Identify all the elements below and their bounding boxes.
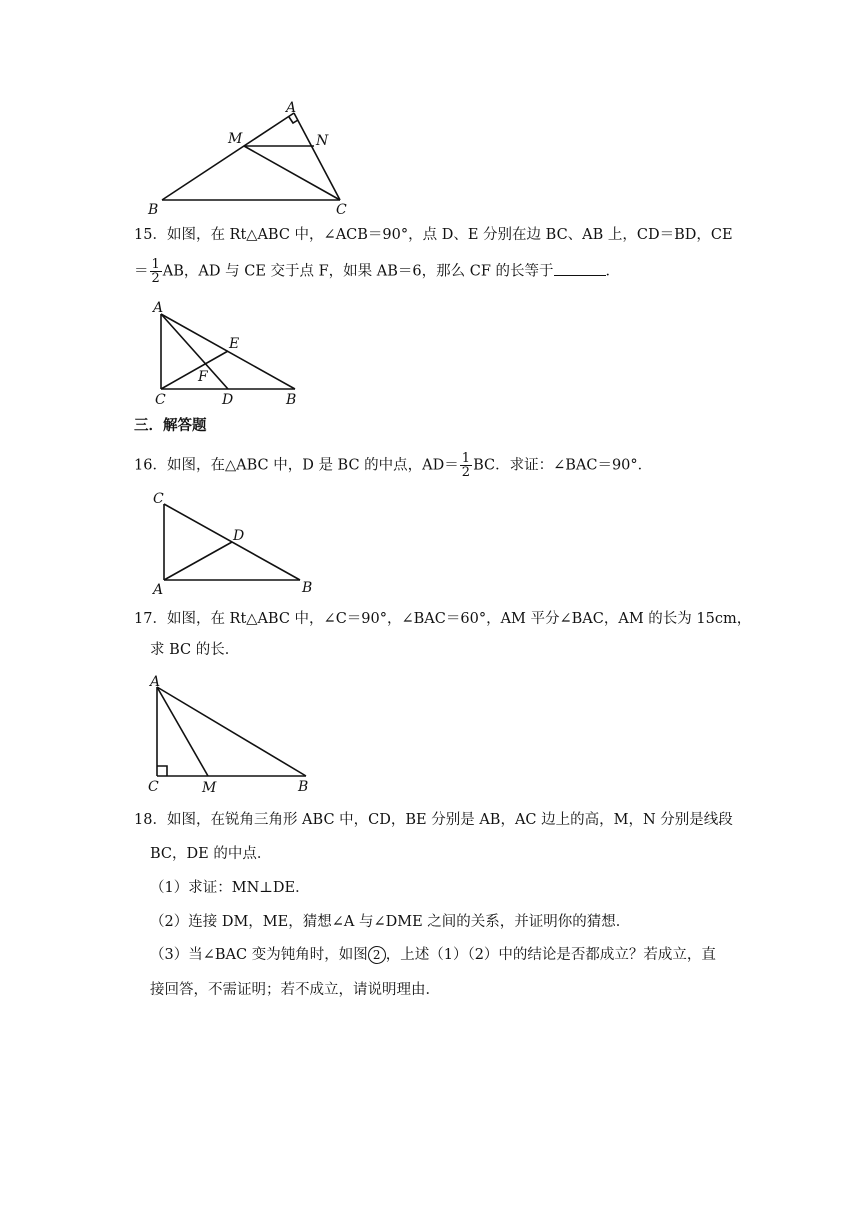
right-angle-mark: [157, 766, 167, 776]
q18-sub3-after: ，上述（1）（2）中的结论是否都成立？若成立，直: [385, 947, 716, 963]
section-title: 三．解答题: [134, 417, 207, 434]
label-b: B: [298, 779, 309, 795]
circled-number: 2: [368, 946, 386, 964]
label-f: F: [198, 369, 208, 385]
label-m: M: [228, 131, 243, 147]
q15-line1: [134, 225, 733, 245]
q16-fraction: [460, 452, 472, 479]
label-a: A: [153, 582, 164, 596]
q18-number: 18．: [134, 812, 167, 828]
q15-text-line1: 如图，在 Rt△ABC 中，∠ACB＝90°，点 D、E 分别在边 BC、AB 上，CD＝BD，CE: [166, 227, 733, 243]
q17-number: 17．: [134, 611, 167, 627]
q16-text-after: BC．求证：∠BAC＝90°．: [473, 457, 653, 474]
q15-text-line2: AB，AD 与 CE 交于点 F，如果 AB＝6，那么 CF 的长等于: [162, 263, 554, 280]
fraction-denominator: 2: [461, 465, 471, 480]
q15-number: 15．: [134, 227, 167, 243]
fraction-numerator: 1: [151, 257, 160, 272]
label-m: M: [202, 780, 217, 796]
label-c: C: [336, 202, 347, 218]
q18-sub2: （2）连接 DM，ME，猜想∠A 与∠DME 之间的关系，并证明你的猜想．: [150, 914, 631, 930]
side-ab: [162, 113, 294, 200]
label-e: E: [229, 336, 240, 352]
label-c: C: [148, 779, 159, 795]
label-c: C: [153, 491, 164, 507]
label-b: B: [302, 580, 313, 596]
q18-sub3: [150, 945, 716, 965]
label-d: D: [233, 528, 245, 544]
answer-blank: [554, 261, 606, 276]
fraction-numerator: 1: [461, 451, 471, 466]
median-ad: [164, 542, 232, 580]
q16-line: [134, 452, 652, 479]
q15-line2: [134, 258, 620, 285]
bisector-am: [157, 687, 208, 776]
q18-text-line1: 如图，在锐角三角形 ABC 中，CD，BE 分别是 AB，AC 边上的高，M，N 分别是线段: [166, 812, 733, 828]
q18-sub3-line2: 接回答，不需证明；若不成立，请说明理由．: [150, 982, 440, 998]
figure-q14: [140, 96, 370, 221]
q16-number: 16．: [134, 457, 167, 474]
figure-q16: [145, 488, 325, 596]
q15-period: ．: [605, 263, 621, 280]
figure-q17: [140, 670, 320, 798]
label-n: N: [316, 133, 329, 149]
q18-sub1: （1）求证：MN⊥DE．: [150, 880, 310, 896]
fraction-denominator: 2: [151, 271, 160, 286]
side-ab: [157, 687, 306, 776]
label-b: B: [286, 392, 297, 408]
q17-line1: [134, 609, 751, 629]
label-a: A: [153, 300, 164, 316]
label-b: B: [148, 202, 159, 218]
segment-ce: [161, 351, 228, 389]
q15-fraction: [150, 258, 162, 285]
q15-equals: ＝: [134, 263, 149, 280]
q17-text-line1: 如图，在 Rt△ABC 中，∠C＝90°，∠BAC＝60°，AM 平分∠BAC，AM 的长为 15cm，: [166, 611, 752, 627]
q18-sub3-before: （3）当∠BAC 变为钝角时，如图: [150, 947, 368, 963]
label-d: D: [222, 392, 234, 408]
label-a: A: [150, 674, 161, 690]
figure-q15: [145, 298, 315, 410]
label-a: A: [286, 100, 297, 116]
label-c: C: [155, 392, 166, 408]
q17-line2: 求 BC 的长．: [150, 642, 240, 658]
q16-text-before: 如图，在△ABC 中，D 是 BC 的中点，AD＝: [166, 457, 459, 474]
q18-line2: BC，DE 的中点．: [150, 846, 272, 862]
segment-ad: [161, 314, 228, 389]
q18-line1: [134, 810, 733, 830]
